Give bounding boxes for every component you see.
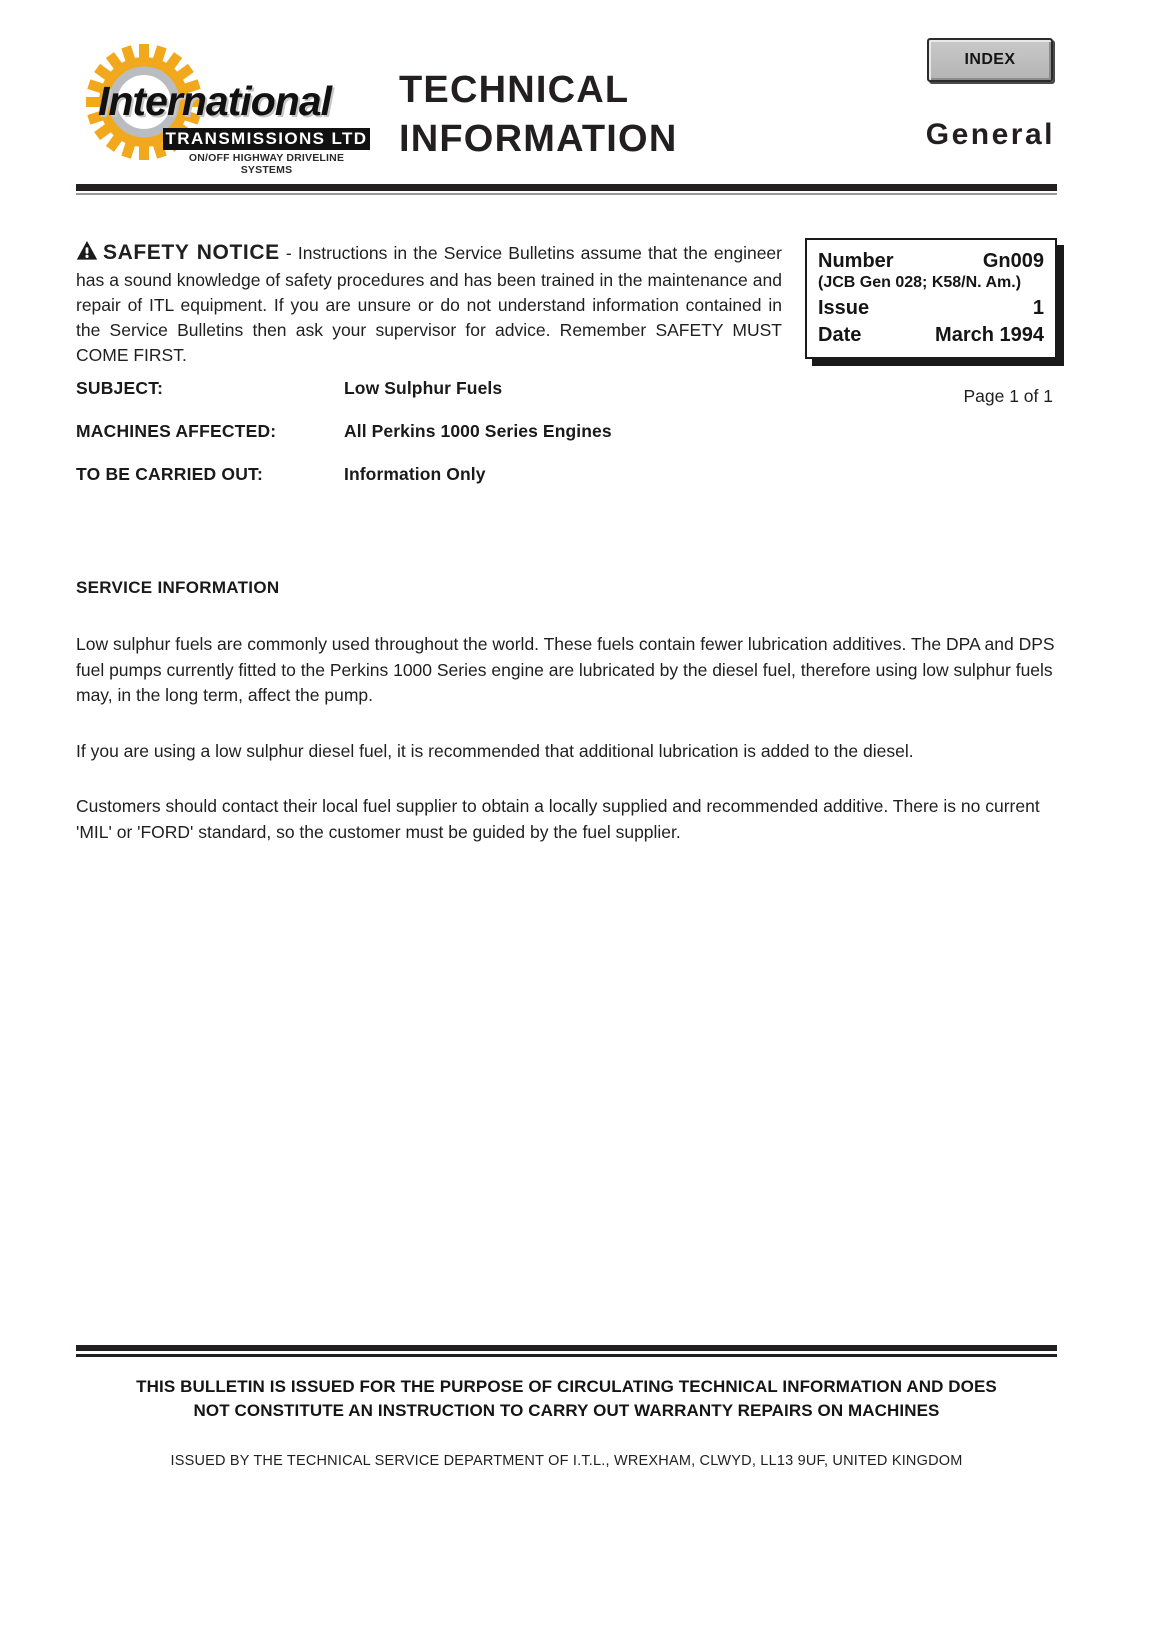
header-divider — [76, 184, 1057, 194]
body-paragraph-2: If you are using a low sulphur diesel fuel, it is recommended that additional lubrication is added to the diesel. — [76, 740, 914, 761]
page-title — [399, 66, 677, 163]
field-label-machines-affected: MACHINES AFFECTED: — [76, 421, 277, 441]
footer-disclaimer-line2: NOT CONSTITUTE AN INSTRUCTION TO CARRY OUT WARRANTY REPAIRS ON MACHINES — [193, 1400, 940, 1420]
safety-notice-body: - Instructions in the Service Bulletins assume that the engineer has a sound knowledge of safety procedures and has been trained in the maintenance and repair of ITL equipment. If you are unsure or do not understand information contained in the Service Bulletins then ask your supervisor for advice. Remember SAFETY MUST COME FIRST. — [76, 243, 782, 366]
safety-notice-title: SAFETY NOTICE — [103, 241, 280, 264]
info-number-value: Gn009 — [982, 250, 1044, 272]
field-row-to-be-carried-out — [76, 464, 836, 485]
footer-disclaimer — [76, 1375, 1057, 1423]
footer-disclaimer-line1: THIS BULLETIN IS ISSUED FOR THE PURPOSE OF CIRCULATING TECHNICAL INFORMATION AND DOES — [136, 1377, 997, 1396]
index-button-label: INDEX — [964, 51, 1016, 68]
logo-brand-text: International — [98, 78, 332, 124]
info-number-label: Number — [818, 250, 894, 272]
header-divider-thin — [76, 193, 1057, 195]
warning-triangle-icon — [76, 240, 98, 268]
index-button[interactable] — [927, 38, 1053, 82]
safety-notice-text — [76, 238, 782, 368]
info-date-row — [818, 322, 1044, 348]
page-title-line1: TECHNICAL — [399, 69, 630, 111]
footer-divider — [76, 1345, 1057, 1357]
document-section-label: General — [925, 118, 1055, 151]
page-number-text: Page 1 of 1 — [963, 386, 1053, 406]
body-paragraph-1: Low sulphur fuels are commonly used throughout the world. These fuels contain fewer lubrication additives. The DPA and DPS fuel pumps currently fitted to the Perkins 1000 Series engine are lubricated by the diesel fuel, therefore using low sulphur fuels may, in the long term, affect the pump. — [76, 634, 1055, 706]
logo-subbrand-bar — [163, 128, 370, 150]
field-label-to-be-carried-out: TO BE CARRIED OUT: — [76, 464, 264, 484]
service-information-section — [76, 578, 1057, 845]
page-footer — [76, 1345, 1057, 1469]
bulletin-info-box-wrapper — [805, 238, 1057, 406]
field-value-subject: Low Sulphur Fuels — [344, 378, 503, 398]
field-row-machines-affected — [76, 421, 836, 442]
footer-issued-by: ISSUED BY THE TECHNICAL SERVICE DEPARTMENT OF I.T.L., WREXHAM, CLWYD, LL13 9UF, UNITED KINGDOM — [170, 1452, 963, 1469]
field-value-to-be-carried-out: Information Only — [344, 464, 486, 484]
info-issue-row — [818, 295, 1044, 321]
header-divider-thick — [76, 184, 1057, 191]
field-row-subject — [76, 378, 836, 399]
body-paragraph-3: Customers should contact their local fuel supplier to obtain a locally supplied and recommended additive. There is no current 'MIL' or 'FORD' standard, so the customer must be guided by the fuel supplier. — [76, 796, 1040, 842]
logo-tagline: ON/OFF HIGHWAY DRIVELINE SYSTEMS — [188, 152, 345, 176]
info-date-label: Date — [818, 323, 862, 346]
logo-subbrand-text: TRANSMISSIONS LTD — [165, 129, 368, 148]
footer-divider-thin — [76, 1354, 1057, 1357]
info-reference: (JCB Gen 028; K58/N. Am.) — [818, 274, 1022, 292]
bulletin-fields — [76, 378, 836, 507]
footer-divider-thick — [76, 1345, 1057, 1351]
field-value-machines-affected: All Perkins 1000 Series Engines — [344, 421, 612, 441]
page-title-line2: INFORMATION — [399, 117, 678, 160]
section-heading: SERVICE INFORMATION — [76, 578, 280, 597]
page-header — [76, 38, 1057, 178]
field-label-subject: SUBJECT: — [76, 378, 164, 398]
bulletin-info-box — [805, 238, 1057, 359]
safety-notice — [76, 238, 782, 368]
company-logo — [76, 44, 381, 174]
info-issue-label: Issue — [818, 297, 870, 320]
info-number-row — [818, 248, 1044, 274]
info-date-value: March 1994 — [935, 323, 1044, 346]
info-issue-value: 1 — [1032, 297, 1044, 320]
